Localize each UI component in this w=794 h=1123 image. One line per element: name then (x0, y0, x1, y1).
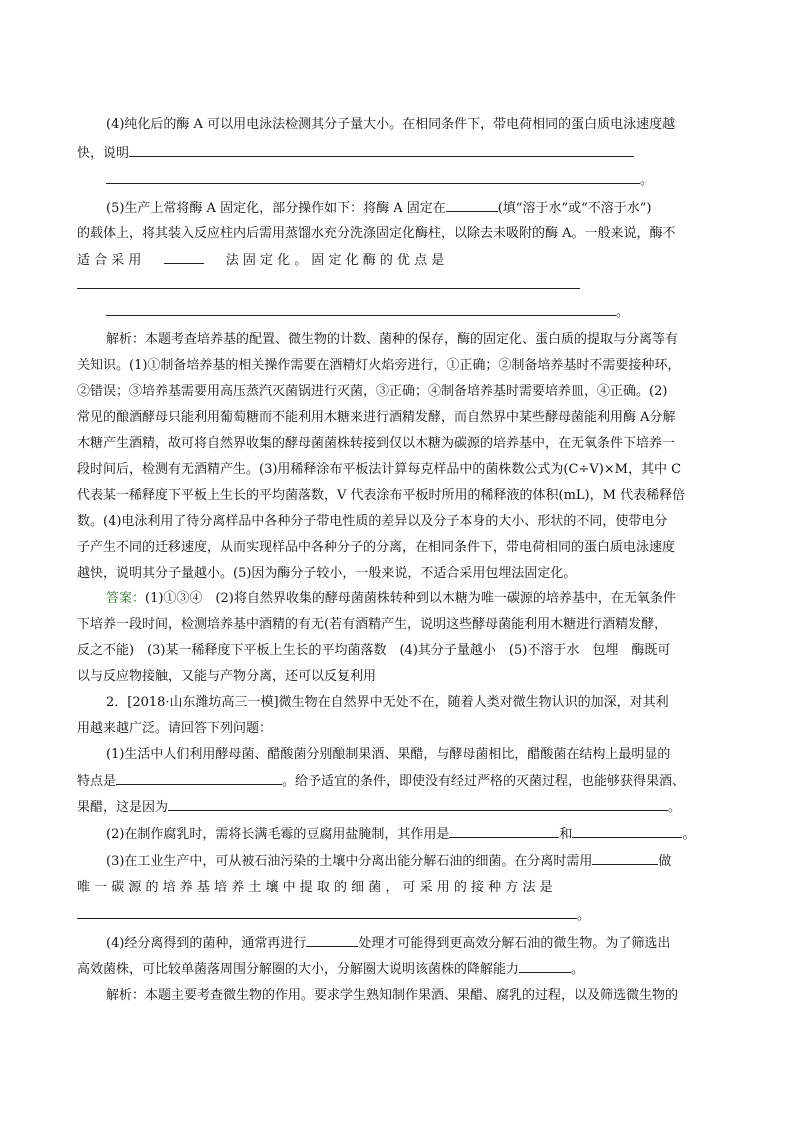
q2-s4-line-2 (77, 959, 584, 980)
answer1-line-1 (106, 589, 676, 609)
q2-s3-text-b: 做 (658, 854, 672, 869)
answer-blank[interactable] (519, 959, 571, 973)
q2-s1-line-1: (1)生活中人们利用酵母菌、醋酸菌分别酿制果酒、果醋，与酵母菌相比，醋酸菌在结构上最明显的 (106, 747, 671, 762)
answer-blank[interactable] (164, 250, 204, 264)
q5-line-2: 的载体上，将其装入反应柱内后需用蒸馏水充分洗涤固定化酶柱，以除去未吸附的酶 A。一般来说，酶不 (77, 226, 676, 241)
analysis1-line: 解析：本题考查培养基的配置、微生物的计数、菌种的保存，酶的固定化、蛋白质的提取与分离等有 (106, 332, 679, 347)
period: 。 (577, 908, 591, 923)
q2-s3-text-a: (3)在工业生产中，可从被石油污染的土壤中分离出能分解石油的细菌。在分离时需用 (106, 854, 593, 869)
analysis1-line: 越快，说明其分子量越小。(5)因为酶分子较小，一般来说，不适合采用包埋法固定化。 (77, 566, 577, 581)
q2-s4-line-1 (106, 933, 670, 954)
answer-blank[interactable] (106, 170, 640, 184)
q4-line-3 (106, 170, 653, 191)
q4-line-2 (77, 143, 634, 164)
answer1-line-4: 以与反应物接触，又能与产物分离，还可以反复利用 (77, 669, 377, 684)
q2-s3-line-3 (77, 905, 590, 926)
q2-s1-text-a: 特点是 (77, 774, 117, 789)
q2-s2-text-b: 和 (559, 827, 573, 842)
analysis1-line: 数。(4)电泳利用了待分离样品中各种分子带电性质的差异以及分子本身的大小、形状的不同，使带电分 (77, 514, 668, 529)
analysis1-line: 关知识。(1)①制备培养基的相关操作需要在酒精灯火焰旁进行，①正确；②制备培养基时不需要接种环， (77, 358, 681, 373)
answer-blank[interactable] (77, 905, 577, 919)
q2-s1-text-c: 果醋，这是因为 (77, 800, 169, 815)
answer-blank[interactable] (77, 275, 580, 289)
answer1-line-2: 下培养一段时间，检测培养基中酒精的有无(若有酒精产生，说明这些酵母菌能利用木糖进行酒精发酵， (77, 617, 668, 632)
answer1-text: (1)①③④ (2)将自然界收集的酵母菌菌株转种到以木糖为唯一碳源的培养基中，在无氧条件 (145, 591, 676, 606)
analysis1-line: 常见的酿酒酵母只能利用葡萄糖而不能利用木糖来进行酒精发酵，而自然界中某些酵母菌能利用酶 A分解 (77, 410, 676, 425)
analysis1-line: ②错误；③培养基需要用高压蒸汽灭菌锅进行灭菌，③正确；④制备培养基时需要培养皿，④正确。(2) (77, 384, 668, 399)
period: 。 (640, 173, 654, 188)
answer-blank[interactable] (168, 797, 668, 811)
q2-s2-line (106, 824, 695, 845)
answer-label: 答案： (106, 591, 146, 606)
answer1-line-3: 反之不能) (3)某一稀释度下平板上生长的平均菌落数 (4)其分子量越小 (5)不溶于水 包埋 酶既可 (77, 643, 671, 658)
analysis2-line: 解析：本题主要考查微生物的作用。要求学生熟知制作果酒、果醋、腐乳的过程，以及筛选微生物的 (106, 988, 679, 1003)
analysis1-line: 代表某一稀释度下平板上生长的平均菌落数，V 代表涂布平板时所用的稀释液的体积(mL)，M 代表稀释倍 (77, 488, 686, 503)
q5-line-5 (106, 302, 629, 323)
q5-line-1-hint: (填“溶于水”或“不溶于水”) (497, 201, 652, 216)
answer-blank[interactable] (592, 851, 658, 865)
analysis1-line: 木糖产生酒精，故可将自然界收集的酵母菌菌株转接到仅以木糖为碳源的培养基中，在无氧条件下培养一 (77, 436, 676, 451)
q2-intro-line-2: 用越来越广泛。请回答下列问题： (77, 721, 273, 736)
analysis1-line: 子产生不同的迁移速度，从而实现样品中各种分子的分离，在相同条件下，带电荷相同的蛋白质电泳速度 (77, 540, 676, 555)
period: 。 (616, 305, 630, 320)
q5-line-3-text-a: 适 合 采 用 (77, 253, 142, 268)
q4-line-1: (4)纯化后的酶 A 可以用电泳法检测其分子量大小。在相同条件下，带电荷相同的蛋白质电泳速度越 (106, 117, 676, 132)
q5-line-1-text: (5)生产上常将酶 A 固定化，部分操作如下：将酶 A 固定在 (106, 201, 446, 216)
answer-blank[interactable] (449, 824, 559, 838)
q5-line-3 (77, 250, 444, 271)
q2-s1-line-2 (77, 771, 685, 792)
q2-s4-text-c: 高效菌株，可比较单菌落周围分解圈的大小，分解圈大说明该菌株的降解能力 (77, 962, 520, 977)
answer-blank[interactable] (306, 933, 358, 947)
q5-line-4 (77, 275, 580, 296)
q2-s4-text-b: 处理才可能得到更高效分解石油的微生物。为了筛选出 (358, 936, 671, 951)
analysis1-line: 段时间后，检测有无酒精产生。(3)用稀释涂布平板法计算每克样品中的菌株数公式为(C÷V)×M，其中 C (77, 462, 682, 477)
q2-s1-line-3 (77, 797, 681, 818)
q2-s4-text-a: (4)经分离得到的菌种，通常再进行 (106, 936, 307, 951)
period: 。 (571, 962, 585, 977)
q5-line-3-text-b: 法 固 定 化 。 固 定 化 酶 的 优 点 是 (225, 253, 445, 268)
q2-s2-text-a: (2)在制作腐乳时，需将长满毛霉的豆腐用盐腌制，其作用是 (106, 827, 450, 842)
q5-line-1 (106, 198, 651, 219)
period: 。 (682, 827, 696, 842)
period: 。 (668, 800, 682, 815)
q2-intro-line-1: 2．[2018·山东潍坊高三一模]微生物在自然界中无处不在，随着人类对微生物认识的加深，对其利 (106, 695, 669, 710)
q2-s3-line-1 (106, 851, 671, 872)
q2-s3-line-2: 唯 一 碳 源 的 培 养 基 培 养 土 壤 中 提 取 的 细 菌 ， 可 采 用 的 接 种 方 法 是 (77, 880, 553, 895)
answer-blank[interactable] (106, 302, 616, 316)
answer-blank[interactable] (129, 143, 634, 157)
answer-blank[interactable] (446, 198, 498, 212)
answer-blank[interactable] (572, 824, 682, 838)
answer-blank[interactable] (116, 771, 282, 785)
q2-s1-text-b: 。给予适宜的条件，即使没有经过严格的灭菌过程，也能够获得果酒、 (282, 774, 686, 789)
q4-line-2-text: 快，说明 (77, 146, 130, 161)
